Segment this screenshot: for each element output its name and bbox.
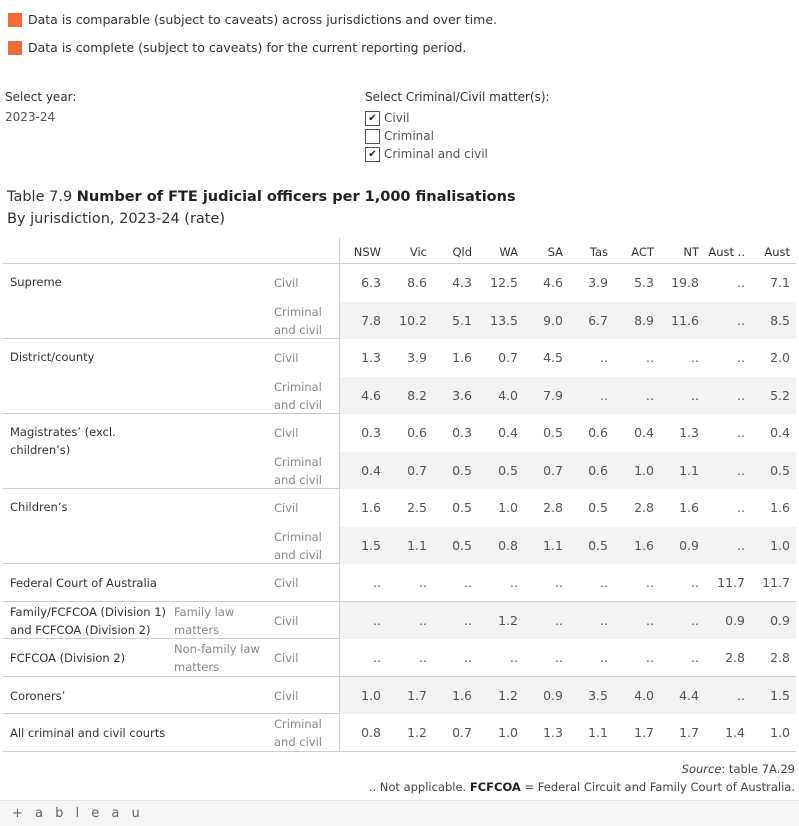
- matter-label: Civil: [274, 276, 299, 290]
- year-filter-value[interactable]: 2023-24: [5, 110, 56, 124]
- matter-label: Criminal and civil: [274, 529, 323, 562]
- table-cell: 0.6: [588, 462, 608, 478]
- row-group-label: FCFCOA (Division 2): [10, 651, 126, 665]
- row-group-label: Supreme: [10, 275, 62, 289]
- table-group: [3, 639, 796, 677]
- legend-item-complete: [8, 40, 466, 55]
- table-cell: 4.0: [498, 387, 518, 403]
- table-cell: 0.4: [634, 425, 654, 440]
- table-cell: 2.8: [543, 500, 563, 515]
- table-cell: 19.8: [671, 275, 699, 290]
- table-cell: ..: [419, 575, 427, 590]
- table-cell: ..: [646, 350, 654, 365]
- table-cell: ..: [464, 575, 472, 590]
- table-cell: 1.1: [588, 725, 608, 740]
- matter-filter: [365, 90, 550, 163]
- table-cell: 1.6: [770, 500, 790, 515]
- table-cell: ..: [737, 500, 745, 515]
- matter-option[interactable]: [365, 145, 550, 163]
- row-sub-label: Family law matters: [174, 604, 235, 637]
- table-cell: 0.5: [588, 537, 608, 553]
- table-cell: 6.3: [361, 275, 381, 290]
- table-cell: ..: [600, 575, 608, 590]
- table-cell: ..: [737, 462, 745, 478]
- table-cell: ..: [691, 575, 699, 590]
- table-cell: ..: [464, 650, 472, 665]
- table-cell: 1.0: [361, 687, 381, 703]
- table-cell: ..: [737, 312, 745, 328]
- table-row: [3, 377, 796, 415]
- table-cell: 2.8: [634, 500, 654, 515]
- table-cell: 0.5: [543, 425, 563, 440]
- row-sub-label: Non-family law matters: [174, 642, 260, 674]
- legend-swatch: [8, 13, 22, 27]
- table-cell: 2.5: [407, 500, 427, 515]
- table-cell: 0.9: [679, 537, 699, 553]
- table-row: [3, 302, 796, 340]
- table-cell: 4.6: [361, 387, 381, 403]
- matter-label: Civil: [274, 426, 299, 440]
- column-header[interactable]: Aust: [764, 245, 790, 259]
- matter-label: Civil: [274, 501, 299, 515]
- table-cell: 1.5: [770, 687, 790, 703]
- table-cell: 0.7: [543, 462, 563, 478]
- table-cell: 0.5: [452, 462, 472, 478]
- table-cell: 0.5: [452, 500, 472, 515]
- row-group-label: Coroners’: [10, 688, 66, 703]
- table-cell: 3.9: [588, 275, 608, 290]
- table-cell: ..: [737, 275, 745, 290]
- table-cell: 8.6: [407, 275, 427, 290]
- table-cell: ..: [737, 350, 745, 365]
- table-cell: 8.2: [407, 387, 427, 403]
- table-cell: 0.4: [770, 425, 790, 440]
- year-filter-label: Select year:: [5, 90, 77, 104]
- table-cell: ..: [373, 650, 381, 665]
- table-cell: 1.6: [361, 500, 381, 515]
- table-cell: 0.9: [543, 687, 563, 703]
- legend-text: Data is comparable (subject to caveats) across jurisdictions and over time.: [28, 12, 497, 27]
- matter-label: Civil: [274, 613, 299, 628]
- table-group: [3, 677, 796, 715]
- table-cell: 8.9: [634, 312, 654, 328]
- source-text: : table 7A.29: [721, 762, 795, 776]
- table-cell: 1.0: [634, 462, 654, 478]
- matter-label: Criminal and civil: [274, 717, 323, 749]
- matter-label: Criminal and civil: [274, 454, 323, 487]
- legend-item-comparable: [8, 12, 497, 27]
- table-cell: 8.5: [770, 312, 790, 328]
- table-cell: 0.4: [361, 462, 381, 478]
- table-cell: ..: [691, 350, 699, 365]
- table-cell: 1.0: [498, 725, 518, 740]
- table-cell: ..: [646, 575, 654, 590]
- table-cell: ..: [600, 650, 608, 665]
- table-cell: 6.7: [588, 312, 608, 328]
- table-cell: ..: [737, 425, 745, 440]
- column-header[interactable]: Tas: [589, 245, 608, 259]
- matter-option-label: Civil: [384, 111, 410, 125]
- table-cell: 1.4: [725, 725, 745, 740]
- matter-label: Civil: [274, 351, 299, 365]
- checkbox[interactable]: ✔: [365, 111, 380, 126]
- table-cell: 0.6: [588, 425, 608, 440]
- row-group-label: All criminal and civil courts: [10, 726, 166, 740]
- matter-option-label: Criminal: [384, 129, 434, 143]
- table-cell: 5.2: [770, 387, 790, 403]
- table-cell: 0.8: [361, 725, 381, 740]
- column-header[interactable]: NT: [683, 245, 699, 259]
- table-cell: 1.0: [770, 537, 790, 553]
- table-cell: 4.0: [634, 687, 654, 703]
- table-cell: 2.0: [770, 350, 790, 365]
- table-row: [3, 339, 796, 377]
- table-cell: 13.5: [490, 312, 518, 328]
- tableau-logo[interactable]: + a b l e a u: [12, 806, 144, 821]
- matter-filter-label: Select Criminal/Civil matter(s):: [365, 90, 550, 104]
- table-row: [3, 677, 796, 715]
- table-cell: 5.3: [634, 275, 654, 290]
- table-cell: 1.1: [543, 537, 563, 553]
- table-cell: 0.7: [407, 462, 427, 478]
- table-cell: ..: [691, 387, 699, 403]
- matter-option[interactable]: [365, 109, 550, 127]
- table-cell: ..: [737, 387, 745, 403]
- footnote-prefix: .. Not applicable.: [368, 780, 470, 794]
- table-cell: 0.9: [725, 612, 745, 628]
- table-cell: 1.3: [361, 350, 381, 365]
- table-cell: ..: [737, 687, 745, 703]
- table-row: [3, 489, 796, 527]
- matter-label: Civil: [274, 576, 299, 590]
- matter-options: [365, 109, 550, 163]
- table-cell: 1.6: [452, 687, 472, 703]
- table-group: [3, 339, 796, 414]
- table-group: [3, 414, 796, 489]
- table-cell: ..: [600, 387, 608, 403]
- table-group: [3, 714, 796, 752]
- table-cell: ..: [510, 650, 518, 665]
- row-group-label: Children’s: [10, 500, 68, 514]
- column-header[interactable]: NSW: [353, 245, 381, 259]
- table-cell: 1.7: [634, 725, 654, 740]
- year-filter[interactable]: [5, 90, 76, 124]
- table-cell: 10.2: [399, 312, 427, 328]
- table-cell: ..: [600, 612, 608, 628]
- table-cell: 1.2: [498, 612, 518, 628]
- table-cell: 7.9: [543, 387, 563, 403]
- table-cell: ..: [373, 612, 381, 628]
- matter-label: Criminal and civil: [274, 304, 323, 337]
- table-cell: 0.3: [452, 425, 472, 440]
- footnote-bold: FCFCOA: [469, 780, 521, 794]
- table-cell: ..: [419, 612, 427, 628]
- table-cell: 4.6: [543, 275, 563, 290]
- table-row: [3, 414, 796, 452]
- table-cell: ..: [646, 650, 654, 665]
- table-cell: 1.3: [679, 425, 699, 440]
- table-cell: 11.7: [762, 575, 790, 590]
- table-cell: 1.7: [407, 687, 427, 703]
- table-cell: 9.0: [543, 312, 563, 328]
- table-group: [3, 602, 796, 640]
- matter-label: Civil: [274, 651, 299, 665]
- legend-swatch: [8, 41, 22, 55]
- table-cell: ..: [373, 575, 381, 590]
- table-row: [3, 527, 796, 565]
- checkbox[interactable]: [365, 129, 380, 144]
- table-cell: ..: [600, 350, 608, 365]
- table-row: [3, 452, 796, 490]
- table-cell: 0.6: [407, 425, 427, 440]
- table-title: [7, 189, 516, 205]
- table-header: [3, 238, 796, 264]
- column-header[interactable]: Vic: [409, 245, 427, 259]
- row-group-label: Federal Court of Australia: [10, 576, 157, 590]
- table-subtitle: By jurisdiction, 2023-24 (rate): [7, 211, 226, 227]
- table-cell: 2.8: [770, 650, 790, 665]
- table-cell: 1.2: [498, 687, 518, 703]
- matter-label: Criminal and civil: [274, 379, 323, 412]
- table-cell: 3.6: [452, 387, 472, 403]
- row-group-label: Family/FCFCOA (Division 1) and FCFCOA (Division 2): [10, 604, 167, 637]
- table-cell: 1.1: [407, 537, 427, 553]
- table-cell: ..: [555, 650, 563, 665]
- footnote-suffix: = Federal Circuit and Family Court of Australia.: [520, 780, 795, 794]
- table-cell: 0.7: [452, 725, 472, 740]
- table-cell: ..: [691, 650, 699, 665]
- table-cell: 0.8: [498, 537, 518, 553]
- table-cell: 0.5: [452, 537, 472, 553]
- table-cell: 1.0: [498, 500, 518, 515]
- row-group-label: Magistrates’ (excl. children’s): [10, 425, 116, 457]
- table-title-prefix: Table 7.9: [7, 189, 77, 205]
- table-cell: 1.0: [770, 725, 790, 740]
- tableau-footer: [0, 800, 799, 826]
- row-group-label: District/county: [10, 350, 95, 364]
- table-cell: 1.5: [361, 537, 381, 553]
- column-header[interactable]: ACT: [631, 245, 654, 259]
- table-cell: 3.9: [407, 350, 427, 365]
- table-cell: 7.8: [361, 312, 381, 328]
- table-cell: 4.4: [679, 687, 699, 703]
- table-cell: 1.6: [634, 537, 654, 553]
- source-label: Source: [681, 762, 722, 776]
- table-cell: 0.5: [588, 500, 608, 515]
- column-header[interactable]: WA: [499, 245, 518, 259]
- column-header[interactable]: Qld: [452, 245, 472, 259]
- table-cell: ..: [555, 575, 563, 590]
- table-cell: 5.1: [452, 312, 472, 328]
- table-cell: 4.3: [452, 275, 472, 290]
- table-cell: 0.9: [770, 612, 790, 628]
- table-cell: ..: [646, 387, 654, 403]
- table-group: [3, 264, 796, 339]
- table-cell: ..: [691, 612, 699, 628]
- table-cell: 0.4: [498, 425, 518, 440]
- table-cell: 1.6: [452, 350, 472, 365]
- table-cell: ..: [555, 612, 563, 628]
- table-cell: ..: [646, 612, 654, 628]
- matter-label: Civil: [274, 688, 299, 703]
- table-cell: 1.6: [679, 500, 699, 515]
- table-cell: 1.3: [543, 725, 563, 740]
- table-cell: 3.5: [588, 687, 608, 703]
- table-cell: 4.5: [543, 350, 563, 365]
- source-note: [682, 762, 795, 776]
- table-cell: ..: [510, 575, 518, 590]
- table-cell: 0.5: [498, 462, 518, 478]
- column-header[interactable]: Aust ..: [708, 245, 745, 259]
- table-row: [3, 264, 796, 302]
- table-cell: 12.5: [490, 275, 518, 290]
- table-cell: 0.7: [498, 350, 518, 365]
- table-cell: 2.8: [725, 650, 745, 665]
- footnote: [369, 780, 795, 794]
- matter-option-label: Criminal and civil: [384, 147, 488, 161]
- table-cell: 1.1: [679, 462, 699, 478]
- table-group: [3, 564, 796, 602]
- matter-option[interactable]: [365, 127, 550, 145]
- column-header[interactable]: SA: [547, 245, 563, 259]
- table-cell: 1.2: [407, 725, 427, 740]
- checkbox[interactable]: ✔: [365, 147, 380, 162]
- table-cell: ..: [464, 612, 472, 628]
- legend-text: Data is complete (subject to caveats) for the current reporting period.: [28, 40, 467, 55]
- table-cell: 1.7: [679, 725, 699, 740]
- table-cell: 7.1: [770, 275, 790, 290]
- table-cell: ..: [737, 537, 745, 553]
- table-cell: 0.5: [770, 462, 790, 478]
- table-cell: 0.3: [361, 425, 381, 440]
- table-cell: 11.7: [717, 575, 745, 590]
- table-group: [3, 489, 796, 564]
- table-cell: 11.6: [671, 312, 699, 328]
- table-cell: ..: [419, 650, 427, 665]
- table-title-bold: Number of FTE judicial officers per 1,000 finalisations: [76, 189, 516, 205]
